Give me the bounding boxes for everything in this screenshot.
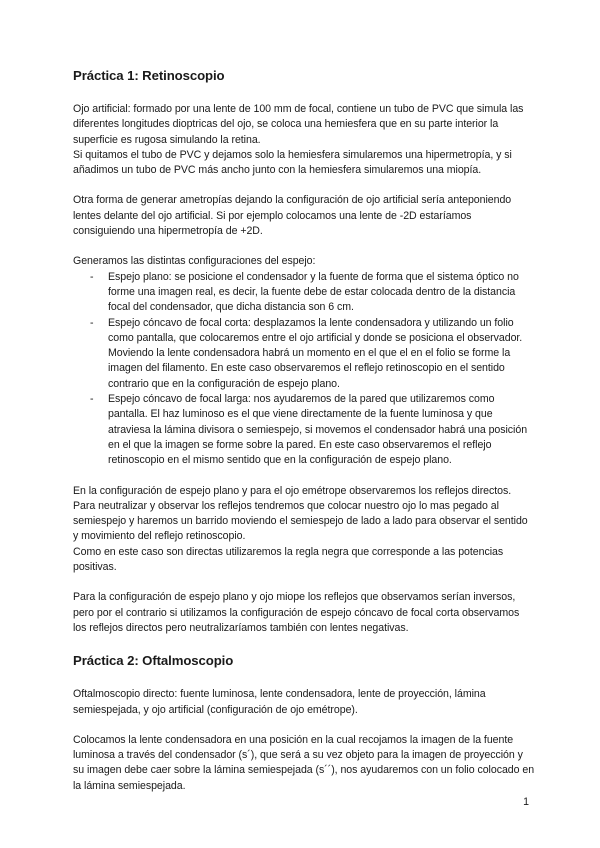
paragraph-espejo-plano-emetrope: En la configuración de espejo plano y para el ojo emétrope observaremos los reflejos directos. Para neutralizar y observar los reflejos tendremos que colocar nuestro ojo lo mas pegado al semiespejo y haremos un barrido moviendo el semiespejo de lado a lado para observar el sentido y movimiento del reflejo retinoscopio. — [73, 484, 528, 543]
paragraph-oftalmoscopio-directo: Oftalmoscopio directo: fuente luminosa, lente condensadora, lente de proyección, lámina semiespejada, y ojo artificial (configuración de ojo emétrope). — [73, 688, 486, 716]
paragraph-configuraciones-intro: Generamos las distintas configuraciones del espejo: — [73, 255, 316, 268]
list-item-text: Espejo cóncavo de focal larga: nos ayudaremos de la pared que utilizaremos como pantalla. El haz luminoso es el que viene directamente de la fuente luminosa y que atraviesa la lámina divisora o semiespejo, si movemos el condensador habrá una posición en el que la imagen se forme sobre la pared. En este caso observaremos el reflejo retinoscopio en el mismo sentido que en la configuración de espejo plano. — [108, 393, 528, 467]
page-content — [73, 66, 535, 794]
paragraph-ojo-miope: Para la configuración de espejo plano y ojo miope los reflejos que observamos serían inversos, pero por el contrario si utilizamos la configuración de espejo cóncavo de focal corta observamos los reflejos directos pero neutralizaríamos también con lentes negativas. — [73, 591, 520, 634]
paragraph-tubo-pvc: Si quitamos el tubo de PVC y dejamos solo la hemiesfera simularemos una hipermetropía, y si añadimos un tubo de PVC más ancho junto con la hemiesfera simularemos una miopía. — [73, 148, 512, 177]
page-number: 1 — [523, 796, 529, 808]
list-item — [73, 270, 535, 316]
paragraph-lente-condensadora: Colocamos la lente condensadora en una posición en la cual recojamos la imagen de la fuente luminosa a través del condensador (s´), que será a su vez objeto para la imagen de proyección y su imagen debe caer sobre la lámina semiespejada (s´´), nos ayudaremos con un folio colocado en la lámina semiespejada. — [73, 733, 535, 792]
list-item — [73, 316, 535, 392]
paragraph-ametropias: Otra forma de generar ametropías dejando la configuración de ojo artificial sería anteponiendo lentes delante del ojo artificial. Si por ejemplo colocamos una lente de -2D estaríamos consiguiendo una hipermetropía de +2D. — [73, 194, 512, 238]
mirror-configurations-list — [73, 270, 535, 469]
list-dash: - — [90, 393, 94, 406]
list-item — [73, 392, 535, 468]
paragraph-regla-negra: Como en este caso son directas utilizaremos la regla negra que corresponde a las potencias positivas. — [73, 545, 504, 574]
section-title-practica-1: Práctica 1: Retinoscopio — [73, 68, 225, 83]
list-dash: - — [90, 316, 94, 329]
list-item-text: Espejo plano: se posicione el condensador y la fuente de forma que el sistema óptico no forme una imagen real, es decir, la fuente debe de estar colocada dentro de la distancia focal del condensador, que dicha distancia son 6 cm. — [108, 270, 519, 314]
section-title-practica-2: Práctica 2: Oftalmoscopio — [73, 653, 234, 669]
list-dash: - — [90, 270, 94, 283]
list-item-text: Espejo cóncavo de focal corta: desplazamos la lente condensadora y utilizando un folio como pantalla, que colocaremos entre el ojo artificial y donde se posiciona el observador. Moviendo la lente condensadora habrá un momento en el que el en el folio se forme la imagen del filamento. En este caso observaremos el reflejo retinoscopio en el sentido contrario que en la configuración de espejo plano. — [108, 316, 523, 390]
paragraph-ojo-artificial: Ojo artificial: formado por una lente de 100 mm de focal, contiene un tubo de PVC que simula las diferentes longitudes dioptricas del ojo, se coloca una hemiesfera que en su parte interior la superficie es rugosa simulando la retina. — [73, 103, 524, 146]
